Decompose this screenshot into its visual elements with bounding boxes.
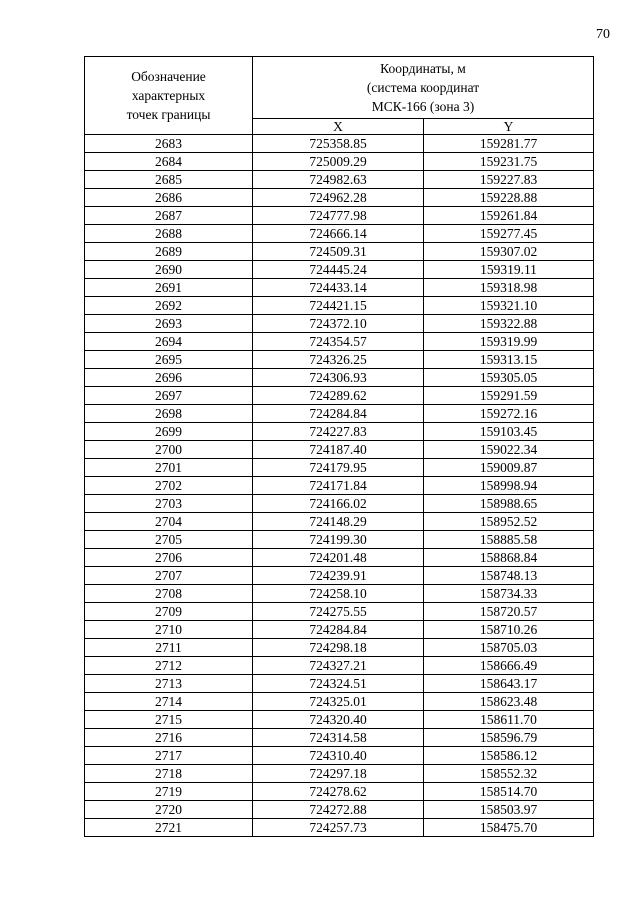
x-cell: 725358.85 — [253, 135, 424, 153]
table-row — [85, 585, 594, 603]
y-cell: 158666.49 — [424, 657, 594, 675]
y-cell: 158552.32 — [424, 765, 594, 783]
y-cell: 159022.34 — [424, 441, 594, 459]
table-row — [85, 711, 594, 729]
table-row — [85, 405, 594, 423]
point-cell: 2714 — [85, 693, 253, 711]
point-cell: 2704 — [85, 513, 253, 531]
table-row — [85, 477, 594, 495]
point-cell: 2690 — [85, 261, 253, 279]
table-row — [85, 369, 594, 387]
table-header — [85, 57, 594, 135]
coordinates-table — [84, 56, 594, 837]
x-cell: 724326.25 — [253, 351, 424, 369]
y-cell: 158998.94 — [424, 477, 594, 495]
point-cell: 2708 — [85, 585, 253, 603]
point-cell: 2697 — [85, 387, 253, 405]
table-row — [85, 441, 594, 459]
table-row — [85, 279, 594, 297]
y-cell: 158710.26 — [424, 621, 594, 639]
point-cell: 2719 — [85, 783, 253, 801]
point-cell: 2692 — [85, 297, 253, 315]
x-cell: 724509.31 — [253, 243, 424, 261]
x-cell: 724327.21 — [253, 657, 424, 675]
point-cell: 2693 — [85, 315, 253, 333]
table-row — [85, 819, 594, 837]
coords-header-line-2: (система координат — [366, 80, 480, 95]
x-cell: 724258.10 — [253, 585, 424, 603]
point-header-line-3: точек границы — [126, 107, 211, 122]
y-cell: 158720.57 — [424, 603, 594, 621]
y-cell: 159319.99 — [424, 333, 594, 351]
point-cell: 2686 — [85, 189, 253, 207]
table-row — [85, 549, 594, 567]
point-cell: 2703 — [85, 495, 253, 513]
point-cell: 2711 — [85, 639, 253, 657]
table-row — [85, 207, 594, 225]
point-cell: 2706 — [85, 549, 253, 567]
point-cell: 2721 — [85, 819, 253, 837]
y-cell: 159281.77 — [424, 135, 594, 153]
point-cell: 2709 — [85, 603, 253, 621]
y-cell: 159009.87 — [424, 459, 594, 477]
point-cell: 2688 — [85, 225, 253, 243]
x-cell: 724372.10 — [253, 315, 424, 333]
table-row — [85, 135, 594, 153]
x-cell: 724148.29 — [253, 513, 424, 531]
y-cell: 158748.13 — [424, 567, 594, 585]
y-cell: 158475.70 — [424, 819, 594, 837]
x-cell: 724666.14 — [253, 225, 424, 243]
table-row — [85, 387, 594, 405]
point-cell: 2696 — [85, 369, 253, 387]
x-cell: 724284.84 — [253, 405, 424, 423]
x-cell: 724297.18 — [253, 765, 424, 783]
table-row — [85, 315, 594, 333]
x-cell: 724433.14 — [253, 279, 424, 297]
table-row — [85, 153, 594, 171]
point-designation-header — [85, 57, 253, 135]
y-cell: 159103.45 — [424, 423, 594, 441]
table-row — [85, 747, 594, 765]
point-cell: 2715 — [85, 711, 253, 729]
point-cell: 2712 — [85, 657, 253, 675]
point-cell: 2691 — [85, 279, 253, 297]
table-row — [85, 657, 594, 675]
x-cell: 724982.63 — [253, 171, 424, 189]
table-row — [85, 675, 594, 693]
coords-header-line-3: МСК-166 (зона 3) — [371, 99, 475, 114]
table-row — [85, 513, 594, 531]
y-cell: 159261.84 — [424, 207, 594, 225]
y-cell: 158868.84 — [424, 549, 594, 567]
point-cell: 2705 — [85, 531, 253, 549]
x-cell: 724445.24 — [253, 261, 424, 279]
point-cell: 2689 — [85, 243, 253, 261]
y-cell: 159313.15 — [424, 351, 594, 369]
point-cell: 2718 — [85, 765, 253, 783]
x-cell: 724171.84 — [253, 477, 424, 495]
table-row — [85, 297, 594, 315]
x-cell: 724278.62 — [253, 783, 424, 801]
table-row — [85, 423, 594, 441]
y-cell: 159291.59 — [424, 387, 594, 405]
point-cell: 2717 — [85, 747, 253, 765]
point-cell: 2683 — [85, 135, 253, 153]
y-cell: 158734.33 — [424, 585, 594, 603]
y-cell: 159319.11 — [424, 261, 594, 279]
x-cell: 724325.01 — [253, 693, 424, 711]
x-cell: 724199.30 — [253, 531, 424, 549]
y-cell: 158988.65 — [424, 495, 594, 513]
x-cell: 724257.73 — [253, 819, 424, 837]
x-cell: 724179.95 — [253, 459, 424, 477]
table-row — [85, 783, 594, 801]
y-cell: 159277.45 — [424, 225, 594, 243]
point-cell: 2716 — [85, 729, 253, 747]
point-cell: 2694 — [85, 333, 253, 351]
table-row — [85, 333, 594, 351]
point-cell: 2710 — [85, 621, 253, 639]
x-cell: 724298.18 — [253, 639, 424, 657]
point-cell: 2684 — [85, 153, 253, 171]
x-cell: 724421.15 — [253, 297, 424, 315]
table-row — [85, 693, 594, 711]
table-row — [85, 603, 594, 621]
point-cell: 2707 — [85, 567, 253, 585]
y-cell: 158611.70 — [424, 711, 594, 729]
point-header-line-1: Обозначение — [131, 69, 206, 84]
point-cell: 2700 — [85, 441, 253, 459]
y-cell: 159318.98 — [424, 279, 594, 297]
y-cell: 159321.10 — [424, 297, 594, 315]
y-cell: 158596.79 — [424, 729, 594, 747]
table-row — [85, 801, 594, 819]
y-cell: 159231.75 — [424, 153, 594, 171]
y-cell: 158705.03 — [424, 639, 594, 657]
x-cell: 724289.62 — [253, 387, 424, 405]
table-row — [85, 531, 594, 549]
table-row — [85, 765, 594, 783]
table-row — [85, 189, 594, 207]
point-cell: 2702 — [85, 477, 253, 495]
y-cell: 158503.97 — [424, 801, 594, 819]
table-row — [85, 351, 594, 369]
table-row — [85, 171, 594, 189]
table-row — [85, 495, 594, 513]
y-cell: 158514.70 — [424, 783, 594, 801]
x-cell: 725009.29 — [253, 153, 424, 171]
table-row — [85, 729, 594, 747]
y-cell: 159228.88 — [424, 189, 594, 207]
x-cell: 724306.93 — [253, 369, 424, 387]
x-cell: 724310.40 — [253, 747, 424, 765]
y-cell: 158885.58 — [424, 531, 594, 549]
x-cell: 724354.57 — [253, 333, 424, 351]
table-row — [85, 261, 594, 279]
y-cell: 159305.05 — [424, 369, 594, 387]
x-cell: 724320.40 — [253, 711, 424, 729]
point-cell: 2687 — [85, 207, 253, 225]
table-row — [85, 243, 594, 261]
table-body — [85, 135, 594, 837]
table-row — [85, 639, 594, 657]
coordinates-header — [253, 57, 594, 119]
x-column-header: X — [253, 119, 424, 135]
point-cell: 2685 — [85, 171, 253, 189]
y-cell: 158623.48 — [424, 693, 594, 711]
table-row — [85, 567, 594, 585]
x-cell: 724275.55 — [253, 603, 424, 621]
point-cell: 2701 — [85, 459, 253, 477]
point-cell: 2699 — [85, 423, 253, 441]
x-cell: 724201.48 — [253, 549, 424, 567]
x-cell: 724166.02 — [253, 495, 424, 513]
coords-header-line-1: Координаты, м — [380, 61, 466, 76]
y-cell: 158586.12 — [424, 747, 594, 765]
point-cell: 2698 — [85, 405, 253, 423]
x-cell: 724314.58 — [253, 729, 424, 747]
point-cell: 2695 — [85, 351, 253, 369]
y-cell: 159227.83 — [424, 171, 594, 189]
y-column-header: Y — [424, 119, 594, 135]
point-cell: 2713 — [85, 675, 253, 693]
table-row — [85, 225, 594, 243]
page-number: 70 — [596, 27, 610, 42]
y-cell: 159307.02 — [424, 243, 594, 261]
x-cell: 724227.83 — [253, 423, 424, 441]
y-cell: 158952.52 — [424, 513, 594, 531]
x-cell: 724284.84 — [253, 621, 424, 639]
x-cell: 724962.28 — [253, 189, 424, 207]
table-row — [85, 621, 594, 639]
y-cell: 158643.17 — [424, 675, 594, 693]
x-cell: 724777.98 — [253, 207, 424, 225]
y-cell: 159272.16 — [424, 405, 594, 423]
x-cell: 724324.51 — [253, 675, 424, 693]
y-cell: 159322.88 — [424, 315, 594, 333]
table-row — [85, 459, 594, 477]
x-cell: 724187.40 — [253, 441, 424, 459]
x-cell: 724272.88 — [253, 801, 424, 819]
x-cell: 724239.91 — [253, 567, 424, 585]
point-header-line-2: характерных — [131, 88, 206, 103]
point-cell: 2720 — [85, 801, 253, 819]
